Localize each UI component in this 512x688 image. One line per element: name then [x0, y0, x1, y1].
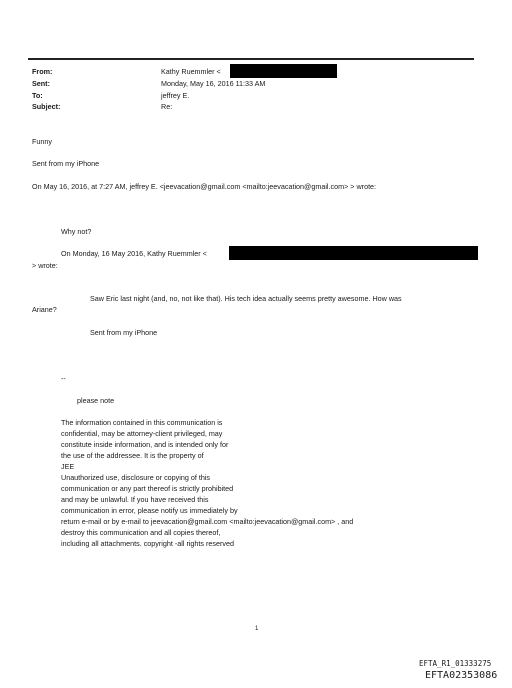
- disclaimer-line: confidential, may be attorney-client privileged, may: [61, 429, 223, 438]
- saw-eric-line: Saw Eric last night (and, no, not like that). His tech idea actually seems pretty awesome. How was: [90, 294, 402, 303]
- redaction-box: [229, 246, 478, 260]
- ariane-line: Ariane?: [32, 305, 57, 314]
- subject-label: Subject:: [32, 102, 61, 111]
- disclaimer-line: communication in error, please notify us immediately by: [61, 506, 238, 515]
- disclaimer-line: and may be unlawful. If you have received this: [61, 495, 209, 504]
- page-number: 1: [255, 626, 259, 632]
- disclaimer-line: JEE: [61, 462, 75, 471]
- disclaimer-line: destroy this communication and all copies thereof,: [61, 528, 221, 537]
- sent-label: Sent:: [32, 79, 50, 88]
- sent-iphone-2: Sent from my iPhone: [90, 328, 158, 337]
- body-line-funny: Funny: [32, 137, 52, 146]
- efta-stamp-1: EFTA_R1_01333275: [419, 659, 492, 668]
- body-line-sent-iphone: Sent from my iPhone: [32, 159, 100, 168]
- sent-value: Monday, May 16, 2016 11:33 AM: [161, 79, 266, 88]
- disclaimer-line: communication or any part thereof is strictly prohibited: [61, 484, 234, 493]
- disclaimer-line: the use of the addressee. It is the property of: [61, 451, 204, 460]
- disclaimer-line: Unauthorized use, disclosure or copying of this: [61, 473, 211, 482]
- disclaimer-line: return e-mail or by e-mail to jeevacation@gmail.com <mailto:jeevacation@gmail.com> , and: [61, 517, 354, 526]
- to-label: To:: [32, 91, 43, 100]
- signature-dashes: --: [61, 374, 66, 383]
- from-value: Kathy Ruemmler <: [161, 67, 221, 76]
- quote-wrote: > wrote:: [32, 261, 58, 270]
- header-rule: [28, 58, 474, 60]
- disclaimer-line: constitute inside information, and is intended only for: [61, 440, 229, 449]
- please-note: please note: [77, 396, 115, 405]
- efta-stamp-2: EFTA02353086: [425, 670, 498, 681]
- disclaimer-line: including all attachments. copyright -all rights reserved: [61, 539, 234, 548]
- from-label: From:: [32, 67, 53, 76]
- to-value: jeffrey E.: [161, 91, 190, 100]
- reply-why-not: Why not?: [61, 227, 92, 236]
- redaction-box: [230, 64, 337, 78]
- body-line-on-date: On May 16, 2016, at 7:27 AM, jeffrey E. <jeevacation@gmail.com <mailto:jeevacation@gmail.com> > wrote:: [32, 182, 377, 191]
- subject-value: Re:: [161, 102, 173, 111]
- disclaimer-line: The information contained in this communication is: [61, 418, 223, 427]
- quote-header: On Monday, 16 May 2016, Kathy Ruemmler <: [61, 249, 207, 258]
